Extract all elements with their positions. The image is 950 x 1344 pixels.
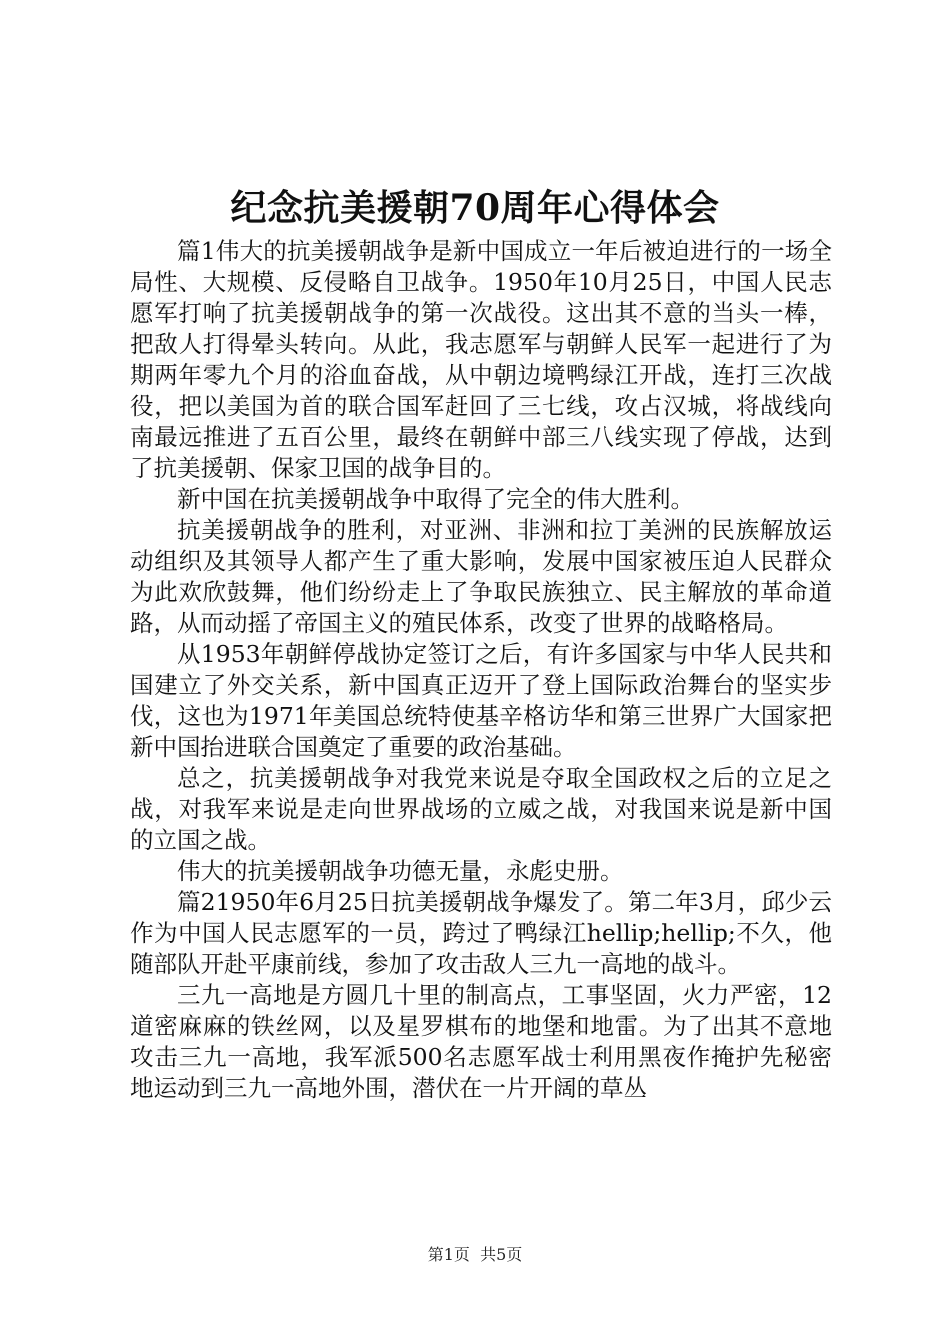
paragraph-6: 伟大的抗美援朝战争功德无量，永彪史册。 bbox=[177, 857, 624, 885]
paragraph-7: 篇21950年6月25日抗美援朝战争爆发了。第二年3月，邱少云作为中国人民志愿军的一员，跨过了鸭绿江hellip;hellip;不久，他随部队开赴平康前线，参加了攻击敌人三九一高地的战斗。 bbox=[130, 888, 832, 978]
document-body bbox=[130, 236, 832, 1104]
paragraph-2: 新中国在抗美援朝战争中取得了完全的伟大胜利。 bbox=[177, 485, 694, 513]
paragraph-8: 三九一高地是方圆几十里的制高点，工事坚固，火力严密，12道密麻麻的铁丝网，以及星罗棋布的地堡和地雷。为了出其不意地攻击三九一高地，我军派500名志愿军战士利用黑夜作掩护先秘密地运动到三九一高地外围，潜伏在一片开阔的草丛 bbox=[130, 981, 832, 1102]
document-title: 纪念抗美援朝70周年心得体会 bbox=[230, 187, 720, 229]
page-footer: 第1页 共5页 bbox=[427, 1245, 523, 1264]
paragraph-4: 从1953年朝鲜停战协定签订之后，有许多国家与中华人民共和国建立了外交关系，新中国真正迈开了登上国际政治舞台的坚实步伐，这也为1971年美国总统特使基辛格访华和第三世界广大国家把新中国抬进联合国奠定了重要的政治基础。 bbox=[130, 640, 832, 761]
paragraph-5: 总之，抗美援朝战争对我党来说是夺取全国政权之后的立足之战，对我军来说是走向世界战场的立威之战，对我国来说是新中国的立国之战。 bbox=[130, 764, 832, 854]
paragraph-3: 抗美援朝战争的胜利，对亚洲、非洲和拉丁美洲的民族解放运动组织及其领导人都产生了重大影响，发展中国家被压迫人民群众为此欢欣鼓舞，他们纷纷走上了争取民族独立、民主解放的革命道路，从而动摇了帝国主义的殖民体系，改变了世界的战略格局。 bbox=[130, 516, 832, 637]
paragraph-1: 篇1伟大的抗美援朝战争是新中国成立一年后被迫进行的一场全局性、大规模、反侵略自卫战争。1950年10月25日，中国人民志愿军打响了抗美援朝战争的第一次战役。这出其不意的当头一棒，把敌人打得晕头转向。从此，我志愿军与朝鲜人民军一起进行了为期两年零九个月的浴血奋战，从中朝边境鸭绿江开战，连打三次战役，把以美国为首的联合国军赶回了三七线，攻占汉城，将战线向南最远推进了五百公里，最终在朝鲜中部三八线实现了停战，达到了抗美援朝、保家卫国的战争目的。 bbox=[130, 237, 832, 482]
